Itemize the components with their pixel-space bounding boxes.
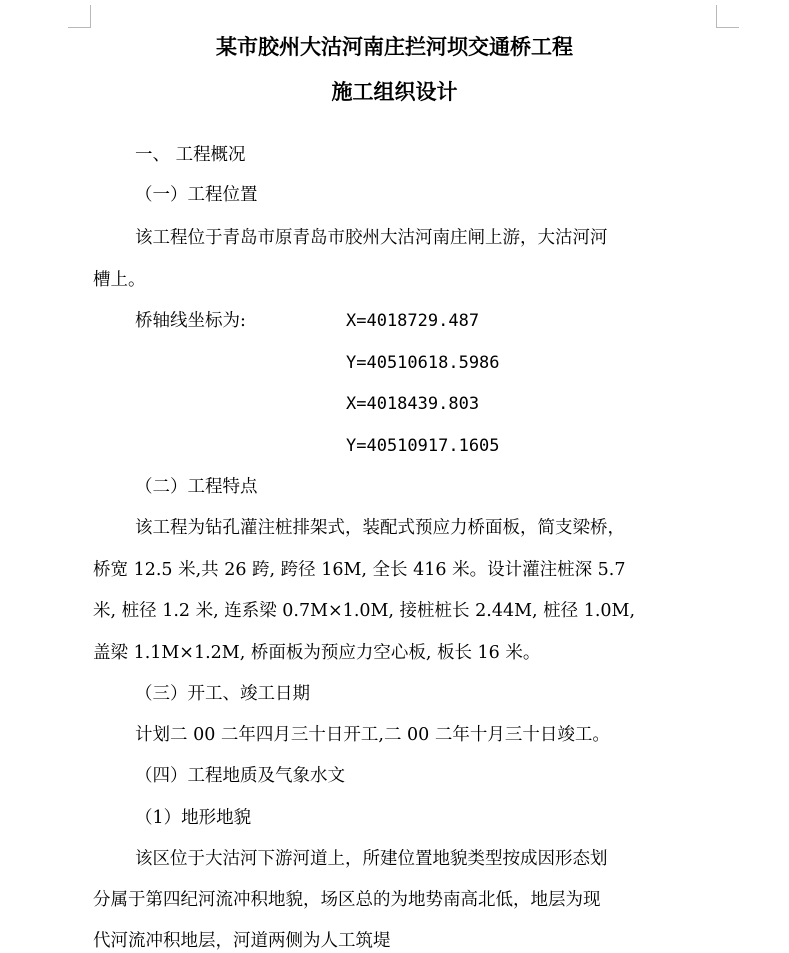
paragraph-line: 该工程为钻孔灌注桩排架式，装配式预应力桥面板，简支梁桥，	[135, 518, 625, 538]
paragraph-line: 槽上。	[93, 270, 146, 290]
cut-off-line-container	[0, 913, 789, 951]
subsection-heading-dates: （三）开工、竣工日期	[135, 684, 310, 704]
coordinate-value: Y=40510618.5986	[346, 353, 500, 373]
paragraph-line-cut-off: 代河流冲积地层，河道两侧为人工筑堤	[93, 931, 391, 951]
subsection-heading-geology: （四）工程地质及气象水文	[135, 766, 345, 786]
page-corner-mark-right	[716, 5, 739, 28]
coordinate-value: Y=40510917.1605	[346, 436, 500, 456]
document-subtitle: 施工组织设计	[331, 79, 458, 104]
paragraph-line: 桥宽 12.5 米,共 26 跨, 跨径 16M, 全长 416 米。设计灌注桩深 5.7	[93, 560, 626, 580]
paragraph-line: 盖梁 1.1M×1.2M, 桥面板为预应力空心板, 板长 16 米。	[93, 643, 541, 663]
subsubsection-heading-terrain: （1）地形地貌	[135, 808, 252, 828]
page-corner-mark-left	[68, 5, 91, 28]
paragraph-line: 分属于第四纪河流冲积地貌，场区总的为地势南高北低，地层为现	[93, 890, 601, 910]
subsection-heading-features: （二）工程特点	[135, 477, 258, 497]
section-heading-1: 一、 工程概况	[135, 145, 246, 165]
subsection-heading-location: （一）工程位置	[135, 185, 258, 205]
paragraph-line: 米, 桩径 1.2 米, 连系梁 0.7M×1.0M, 接桩桩长 2.44M, 桩径 1.0M,	[93, 601, 636, 621]
paragraph-line: 该工程位于青岛市原青岛市胶州大沽河南庄闸上游，大沽河河	[135, 228, 608, 248]
coordinate-label: 桥轴线坐标为:	[135, 311, 246, 331]
document-title: 某市胶州大沽河南庄拦河坝交通桥工程	[216, 34, 573, 59]
coordinate-value: X=4018729.487	[346, 311, 480, 331]
paragraph-line: 计划二 00 二年四月三十日开工,二 00 二年十月三十日竣工。	[135, 725, 610, 745]
paragraph-line: 该区位于大沽河下游河道上，所建位置地貌类型按成因形态划	[135, 849, 608, 869]
coordinate-value: X=4018439.803	[346, 394, 480, 414]
